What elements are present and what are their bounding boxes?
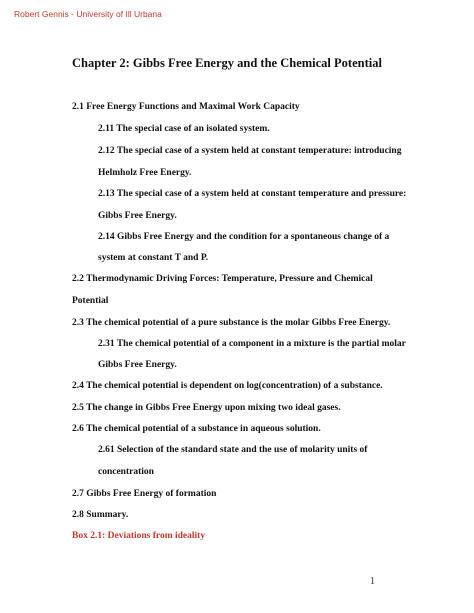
- toc-entry: 2.31 The chemical potential of a component in a mixture is the partial molar: [98, 339, 406, 349]
- toc-entry: 2.1 Free Energy Functions and Maximal Work Capacity: [72, 102, 300, 112]
- toc-entry: Helmholz Free Energy.: [98, 168, 192, 178]
- page-header: Robert Gennis - University of Ill Urbana: [14, 9, 162, 19]
- toc-entry: 2.4 The chemical potential is dependent on log(concentration) of a substance.: [72, 381, 383, 391]
- toc-entry: 2.3 The chemical potential of a pure substance is the molar Gibbs Free Energy.: [72, 318, 391, 328]
- toc-entry: Gibbs Free Energy.: [98, 360, 177, 370]
- page-number: 1: [370, 576, 375, 587]
- toc-entry: concentration: [98, 467, 154, 477]
- box-heading: Box 2.1: Deviations from ideality: [72, 531, 206, 541]
- toc-entry: 2.5 The change in Gibbs Free Energy upon mixing two ideal gases.: [72, 403, 341, 413]
- toc-entry: 2.12 The special case of a system held at constant temperature: introducing: [98, 146, 402, 156]
- toc-entry: 2.61 Selection of the standard state and the use of molarity units of: [98, 445, 368, 455]
- toc-entry: 2.11 The special case of an isolated system.: [98, 124, 270, 134]
- toc-entry: system at constant T and P.: [98, 253, 209, 263]
- toc-entry: 2.8 Summary.: [72, 510, 129, 520]
- toc-entry: 2.6 The chemical potential of a substance in aqueous solution.: [72, 424, 321, 434]
- toc-entry: 2.2 Thermodynamic Driving Forces: Temperature, Pressure and Chemical: [72, 274, 373, 284]
- toc-entry: 2.7 Gibbs Free Energy of formation: [72, 489, 217, 499]
- chapter-title: Chapter 2: Gibbs Free Energy and the Chemical Potential: [72, 56, 382, 70]
- toc-entry: Potential: [72, 296, 109, 306]
- toc-entry: 2.14 Gibbs Free Energy and the condition for a spontaneous change of a: [98, 232, 390, 242]
- toc-entry: Gibbs Free Energy.: [98, 211, 177, 221]
- toc-entry: 2.13 The special case of a system held at constant temperature and pressure:: [98, 189, 407, 199]
